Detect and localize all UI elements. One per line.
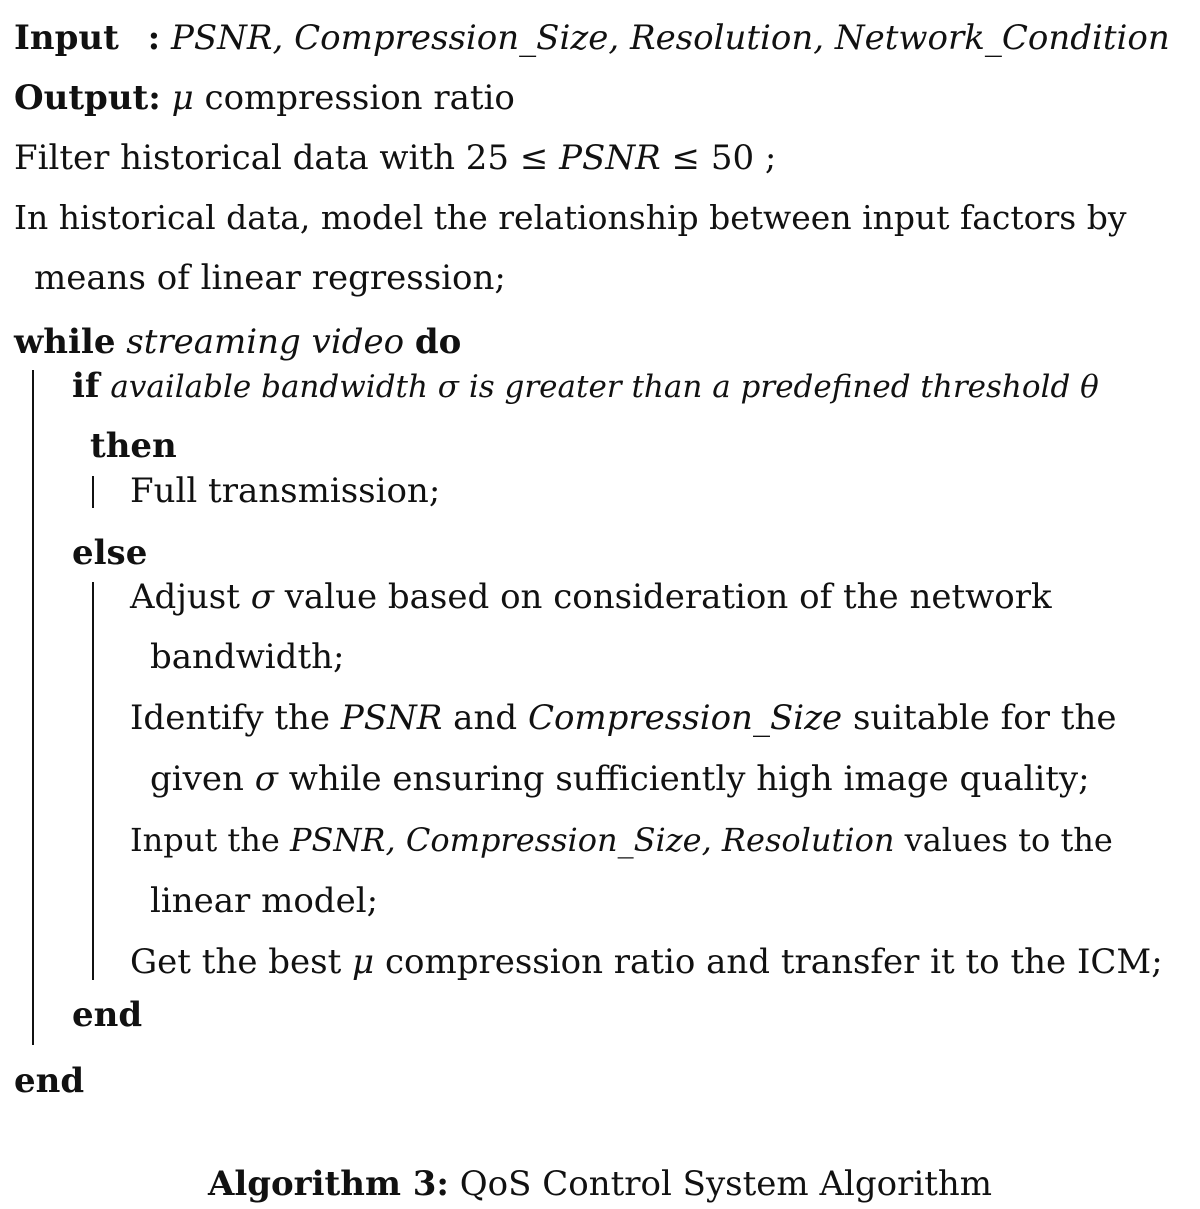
do-keyword: do xyxy=(414,322,462,362)
filter-line xyxy=(14,138,776,178)
filter-post: 50 ; xyxy=(700,138,777,178)
else-keyword: else xyxy=(72,533,148,573)
if-line xyxy=(72,366,1099,407)
model-line-1: In historical data, model the relationship between input factors by xyxy=(14,198,1127,237)
if-keyword: if xyxy=(72,366,100,406)
input-model-pre: Input the xyxy=(130,821,290,859)
adjust-post: value based on consideration of the network xyxy=(273,577,1052,617)
input-model-line-1 xyxy=(130,820,1113,860)
while-block-bar xyxy=(32,370,34,1045)
while-line xyxy=(14,322,461,362)
filter-pre: Filter historical data with 25 xyxy=(14,138,520,178)
identify-sigma: σ xyxy=(254,759,278,799)
while-keyword: while xyxy=(14,322,116,362)
input-model-vars: PSNR, Compression_Size, Resolution xyxy=(289,821,895,859)
output-text: compression ratio xyxy=(193,78,515,118)
identify-line2-pre: given xyxy=(150,759,255,799)
identify-post: suitable for the xyxy=(842,698,1117,738)
adjust-line-2: bandwidth; xyxy=(150,637,345,677)
then-keyword: then xyxy=(90,426,177,466)
adjust-line-1 xyxy=(130,577,1052,617)
input-keyword: Input xyxy=(14,18,119,58)
input-model-post: values to the xyxy=(894,821,1113,859)
identify-mid: and xyxy=(442,698,528,738)
identify-line2-post: while ensuring sufficiently high image quality; xyxy=(277,759,1090,799)
else-block-bar xyxy=(92,582,94,980)
get-post: compression ratio and transfer it to the ICM; xyxy=(374,942,1163,982)
caption-title: QoS Control System Algorithm xyxy=(448,1164,993,1204)
caption-label: Algorithm 3: xyxy=(207,1164,449,1204)
output-mu: μ xyxy=(171,78,194,118)
identify-line-2 xyxy=(150,759,1090,799)
input-separator: : xyxy=(147,18,161,58)
identify-var-1: PSNR xyxy=(340,698,443,738)
if-condition: available bandwidth σ is greater than a predefined threshold θ xyxy=(110,369,1099,405)
get-line xyxy=(130,942,1163,982)
input-model-line-2: linear model; xyxy=(150,881,379,921)
end-outer-keyword: end xyxy=(14,1061,85,1101)
adjust-pre: Adjust xyxy=(130,577,251,617)
identify-var-2: Compression_Size xyxy=(527,698,843,738)
algorithm-caption xyxy=(0,1164,1200,1204)
filter-var: PSNR xyxy=(559,138,661,178)
output-line xyxy=(14,78,515,118)
full-transmission-line: Full transmission; xyxy=(130,471,441,511)
input-line xyxy=(14,18,1170,58)
then-block-bar xyxy=(92,476,94,508)
filter-leq-2: ≤ xyxy=(671,138,701,178)
model-line-2: means of linear regression; xyxy=(34,258,506,298)
output-keyword: Output: xyxy=(14,78,161,118)
end-inner-keyword: end xyxy=(72,995,143,1035)
input-variables: PSNR, Compression_Size, Resolution, Network_Condition xyxy=(171,18,1170,58)
while-condition: streaming video xyxy=(126,322,405,362)
identify-line-1 xyxy=(130,698,1116,738)
filter-leq-1: ≤ xyxy=(519,138,549,178)
get-mu: μ xyxy=(352,942,375,982)
adjust-sigma: σ xyxy=(250,577,274,617)
get-pre: Get the best xyxy=(130,942,353,982)
identify-pre: Identify the xyxy=(130,698,341,738)
